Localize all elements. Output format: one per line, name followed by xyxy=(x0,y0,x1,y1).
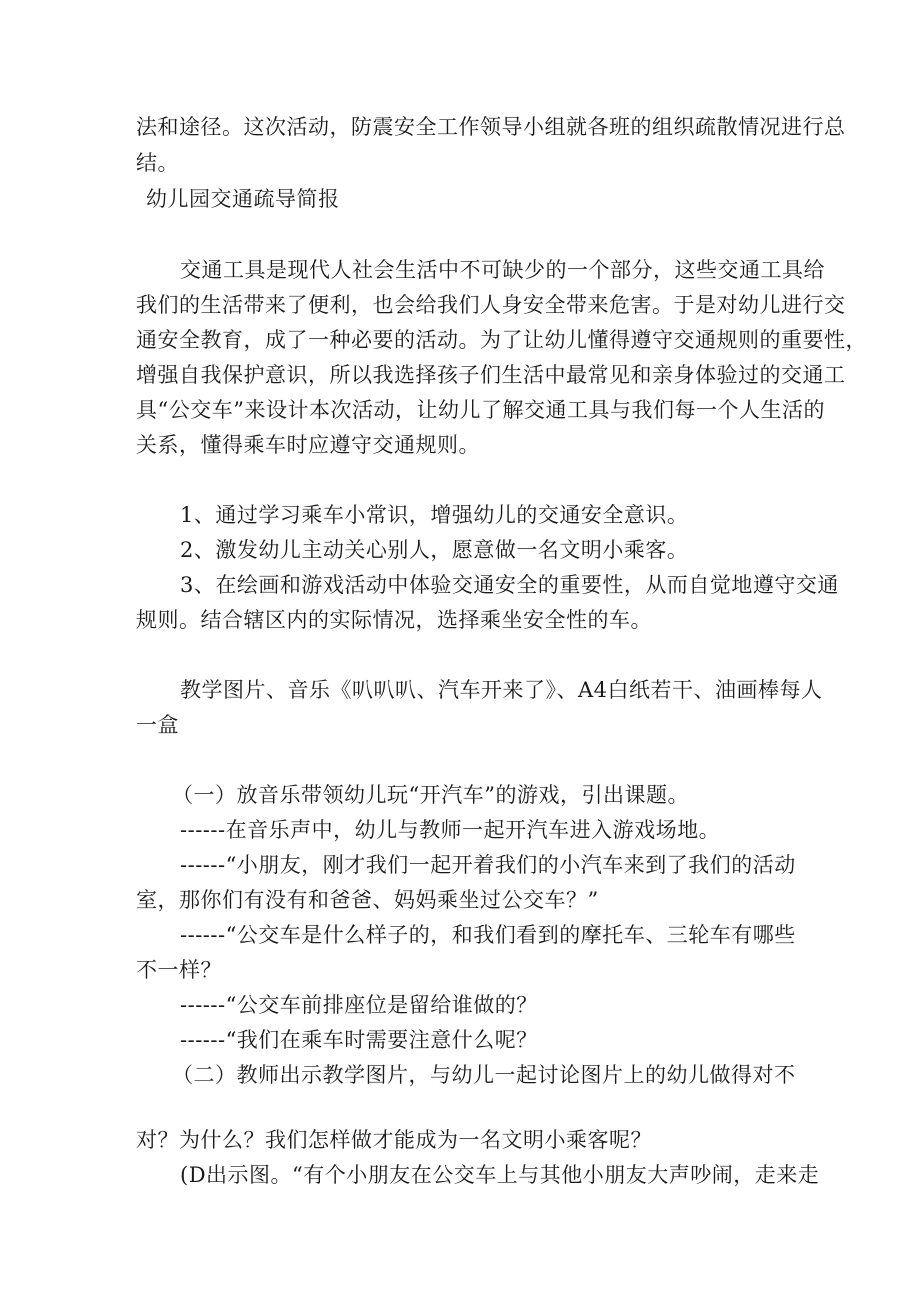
text-line: 结。 xyxy=(136,151,179,175)
paragraph-line: 关系，懂得乘车时应遵守交通规则。 xyxy=(136,433,480,457)
section-title: 幼儿园交通疏导简报 xyxy=(146,187,340,211)
materials-line: 一盒 xyxy=(136,713,179,737)
goal-item: 1、通过学习乘车小常识，增强幼儿的交通安全意识。 xyxy=(180,503,689,527)
paragraph-line: 增强自我保护意识，所以我选择孩子们生活中最常见和亲身体验过的交通工 xyxy=(136,363,846,387)
paragraph-line: 具“公交车”来设计本次活动，让幼儿了解交通工具与我们每一个人生活的 xyxy=(136,398,825,422)
activity-step: （二）教师出示教学图片，与幼儿一起讨论图片上的幼儿做得对不 xyxy=(172,1063,796,1087)
materials-line: 教学图片、音乐《叭叭叭、汽车开来了》、A4白纸若干、油画棒每人 xyxy=(180,678,823,702)
dialogue-line: ------“小朋友，刚才我们一起开着我们的小汽车来到了我们的活动 xyxy=(180,853,796,877)
activity-substep: (D出示图。“有个小朋友在公交车上与其他小朋友大声吵闹，走来走 xyxy=(180,1163,820,1187)
goal-item: 3、在绘画和游戏活动中体验交通安全的重要性，从而自觉地遵守交通 xyxy=(180,573,839,597)
dialogue-line: 不一样？ xyxy=(136,958,222,982)
dialogue-line: ------在音乐声中，幼儿与教师一起开汽车进入游戏场地。 xyxy=(180,818,721,842)
goal-item: 2、激发幼儿主动关心别人，愿意做一名文明小乘客。 xyxy=(180,538,689,562)
text-line: 法和途径。这次活动，防震安全工作领导小组就各班的组织疏散情况进行总 xyxy=(136,115,846,139)
paragraph-line: 我们的生活带来了便利，也会给我们人身安全带来危害。于是对幼儿进行交 xyxy=(136,293,846,317)
activity-step-continued: 对？为什么？我们怎样做才能成为一名文明小乘客呢？ xyxy=(136,1128,652,1152)
dialogue-line: ------“公交车前排座位是留给谁做的？ xyxy=(180,993,538,1017)
paragraph-line: 通安全教育，成了一种必要的活动。为了让幼儿懂得遵守交通规则的重要性， xyxy=(136,328,867,352)
goal-item-continued: 规则。结合辖区内的实际情况，选择乘坐安全性的车。 xyxy=(136,608,652,632)
dialogue-line: ------“我们在乘车时需要注意什么呢？ xyxy=(180,1028,538,1052)
dialogue-line: 室，那你们有没有和爸爸、妈妈乘坐过公交车？” xyxy=(136,888,599,912)
dialogue-line: ------“公交车是什么样子的，和我们看到的摩托车、三轮车有哪些 xyxy=(180,923,796,947)
activity-step: （一）放音乐带领幼儿玩“开汽车”的游戏，引出课题。 xyxy=(172,783,689,807)
paragraph-line: 交通工具是现代人社会生活中不可缺少的一个部分，这些交通工具给 xyxy=(180,258,825,282)
